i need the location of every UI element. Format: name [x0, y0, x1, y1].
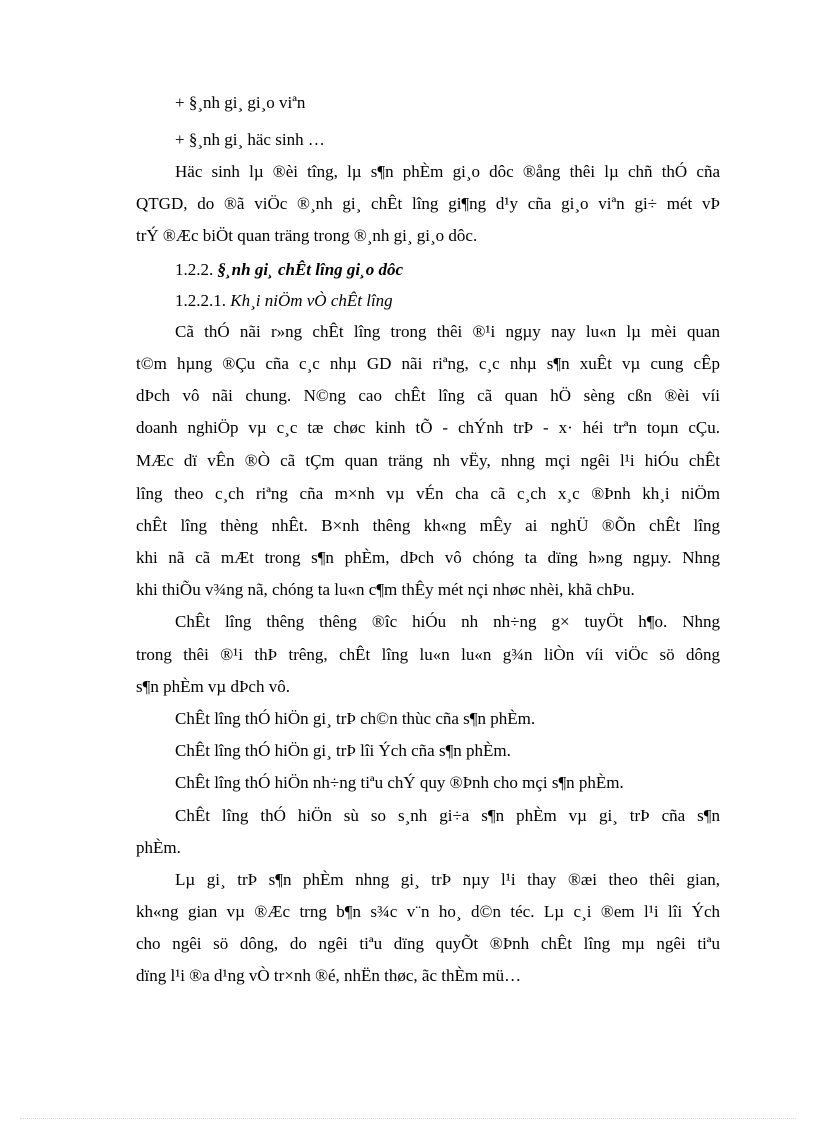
- bullet-teacher-assessment: + §¸nh gi¸ gi¸o viªn: [175, 93, 306, 112]
- quality-item: ChÊt lîng thÓ hiÖn nh÷ng tiªu chÝ quy ®Þnh cho mçi s¶n phÈm.: [175, 773, 624, 792]
- paragraph-line: chÊt lîng thèng nhÊt. B×nh thêng kh«ng mÊy ai nghÜ ®Õn chÊt lîng: [136, 516, 720, 535]
- paragraph-line: t©m hµng ®Çu cña c¸c nhµ GD nãi riªng, c¸c nhµ s¶n xuÊt vµ cung cÊp: [136, 354, 720, 373]
- paragraph-line: doanh nghiÖp vµ c¸c tæ chøc kinh tÕ - chÝnh trÞ - x· héi trªn toµn cÇu.: [136, 418, 720, 437]
- paragraph-line: trong thêi ®¹i thÞ trêng, chÊt lîng lu«n lu«n g¾n liÒn víi viÖc sö dông: [136, 645, 720, 664]
- section-heading-1-2-2: [175, 260, 403, 280]
- bullet-student-assessment: + §¸nh gi¸ häc sinh …: [175, 130, 325, 149]
- paragraph-line: dÞch vô nãi chung. N©ng cao chÊt lîng cã quan hÖ sèng cßn ®èi víi: [136, 386, 720, 405]
- paragraph-line: ChÊt lîng thÓ hiÖn sù so s¸nh gi÷a s¶n phÈm vµ gi¸ trÞ cña s¶n: [175, 806, 720, 825]
- page-bottom-border: [20, 1118, 796, 1119]
- paragraph-line: dïng l¹i ®a d¹ng vÒ tr×nh ®é, nhËn thøc, ãc thÈm mü…: [136, 966, 522, 985]
- section-title: Kh¸i niÖm vÒ chÊt lîng: [230, 291, 393, 310]
- paragraph-line: kh«ng gian vµ ®Æc trng b¶n s¾c v¨n ho¸ d©n téc. Lµ c¸i ®em l¹i lîi Ých: [136, 902, 720, 921]
- paragraph-line: ChÊt lîng thêng thêng ®îc hiÓu nh nh÷ng g× tuyÖt h¶o. Nhng: [175, 612, 720, 631]
- paragraph-line: khi thiÕu v¾ng nã, chóng ta lu«n c¶m thÊy mét nçi nhøc nhèi, khã chÞu.: [136, 580, 635, 599]
- paragraph-line: QTGD, do ®ã viÖc ®¸nh gi¸ chÊt lîng gi¶ng d¹y cña gi¸o viªn gi÷ mét vÞ: [136, 194, 720, 213]
- paragraph-line: Lµ gi¸ trÞ s¶n phÈm nhng gi¸ trÞ nµy l¹i thay ®æi theo thêi gian,: [175, 870, 720, 889]
- section-title: §¸nh gi¸ chÊt lîng gi¸o dôc: [217, 260, 404, 279]
- paragraph-line: Cã thÓ nãi r»ng chÊt lîng trong thêi ®¹i ngµy nay lu«n lµ mèi quan: [175, 322, 720, 341]
- paragraph-line: cho ngêi sö dông, do ngêi tiªu dïng quyÕt ®Þnh chÊt lîng mµ ngêi tiªu: [136, 934, 720, 953]
- paragraph-line: MÆc dï vÊn ®Ò cã tÇm quan träng nh vËy, nhng mçi ngêi l¹i hiÓu chÊt: [136, 451, 720, 470]
- paragraph-line: lîng theo c¸ch riªng cña m×nh vµ vÉn cha cã c¸ch x¸c ®Þnh kh¸i niÖm: [136, 484, 720, 503]
- section-number: 1.2.2.1.: [175, 291, 226, 310]
- paragraph-line: phÈm.: [136, 838, 181, 857]
- section-number: 1.2.2.: [175, 260, 214, 279]
- section-heading-1-2-2-1: [175, 291, 393, 311]
- quality-item: ChÊt lîng thÓ hiÖn gi¸ trÞ lîi Ých cña s¶n phÈm.: [175, 741, 511, 760]
- paragraph-line: Häc sinh lµ ®èi tîng, lµ s¶n phÈm gi¸o dôc ®ång thêi lµ chñ thÓ cña: [175, 162, 720, 181]
- paragraph-line: trÝ ®Æc biÖt quan träng trong ®¸nh gi¸ gi¸o dôc.: [136, 226, 478, 245]
- paragraph-line: s¶n phÈm vµ dÞch vô.: [136, 677, 290, 696]
- paragraph-line: khi nã cã mÆt trong s¶n phÈm, dÞch vô chóng ta dïng h»ng ngµy. Nhng: [136, 548, 720, 567]
- quality-item: ChÊt lîng thÓ hiÖn gi¸ trÞ ch©n thùc cña s¶n phÈm.: [175, 709, 536, 728]
